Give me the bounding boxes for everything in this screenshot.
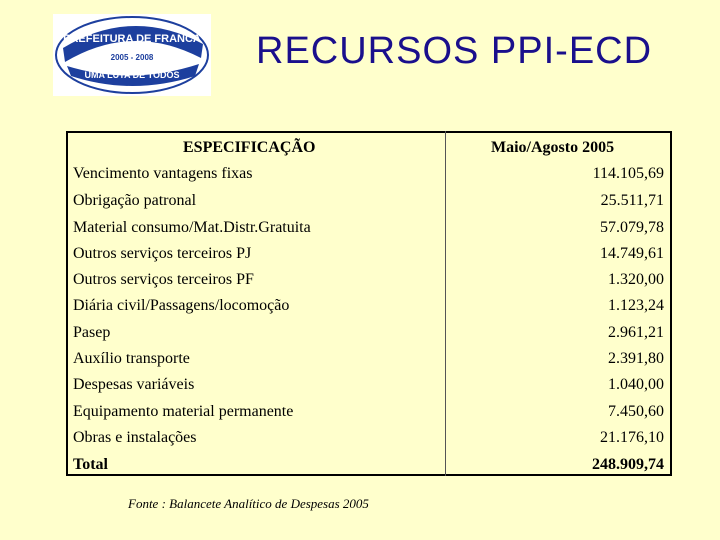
- row-label: Obras e instalações: [73, 429, 197, 446]
- logo-line1: PREFEITURA DE FRANCA: [63, 33, 201, 45]
- total-label: Total: [73, 456, 108, 473]
- header-period: Maio/Agosto 2005: [491, 139, 615, 156]
- row-label: Pasep: [73, 324, 111, 341]
- row-value: 1.123,24: [608, 297, 664, 314]
- row-label: Material consumo/Mat.Distr.Gratuita: [73, 219, 311, 236]
- row-value: 2.961,21: [608, 324, 664, 341]
- row-value: 57.079,78: [600, 219, 664, 236]
- logo-line3: UMA LUTA DE TODOS: [84, 70, 180, 80]
- row-value: 14.749,61: [600, 245, 664, 262]
- row-value: 1.040,00: [608, 376, 664, 393]
- row-value: 114.105,69: [592, 165, 664, 182]
- logo-line2: 2005 - 2008: [110, 53, 154, 62]
- row-value: 2.391,80: [608, 350, 664, 367]
- row-label: Equipamento material permanente: [73, 403, 294, 420]
- row-label: Auxílio transporte: [73, 350, 190, 367]
- row-label: Outros serviços terceiros PF: [73, 271, 254, 288]
- row-label: Outros serviços terceiros PJ: [73, 245, 252, 262]
- source-note: Fonte : Balancete Analítico de Despesas 2005: [128, 496, 369, 511]
- header-specification: ESPECIFICAÇÃO: [183, 139, 316, 156]
- row-label: Vencimento vantagens fixas: [73, 165, 253, 182]
- prefeitura-logo: [53, 14, 211, 96]
- row-value: 21.176,10: [600, 429, 664, 446]
- row-value: 1.320,00: [608, 271, 664, 288]
- row-label: Diária civil/Passagens/locomoção: [73, 297, 290, 314]
- total-value: 248.909,74: [592, 456, 664, 473]
- row-label: Despesas variáveis: [73, 376, 195, 393]
- row-value: 25.511,71: [600, 192, 664, 209]
- page-title: RECURSOS PPI-ECD: [256, 30, 653, 72]
- column-divider: [445, 131, 446, 476]
- row-value: 7.450,60: [608, 403, 664, 420]
- row-label: Obrigação patronal: [73, 192, 197, 209]
